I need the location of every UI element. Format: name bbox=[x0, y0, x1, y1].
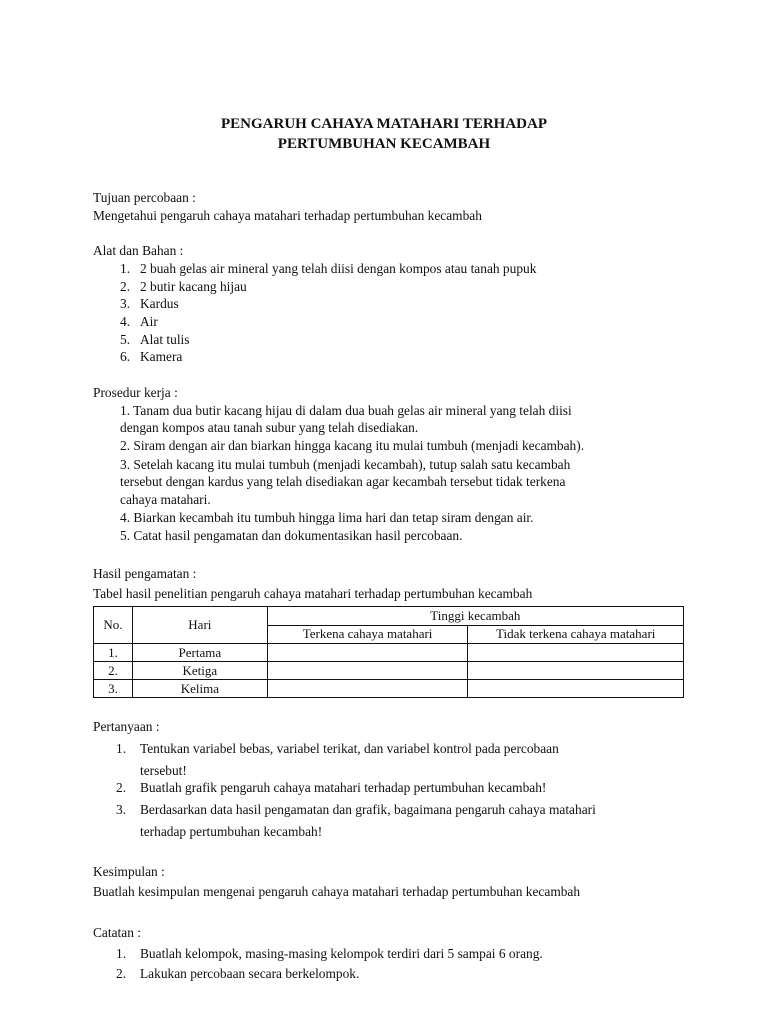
cell-tidak-terkena bbox=[468, 644, 684, 662]
list-item: 2 buah gelas air mineral yang telah diisi dengan kompos atau tanah pupuk bbox=[140, 261, 537, 276]
document-title-line1: PENGARUH CAHAYA MATAHARI TERHADAP bbox=[220, 116, 547, 132]
cell-terkena bbox=[267, 680, 468, 698]
table-row bbox=[94, 644, 684, 662]
list-item: Alat tulis bbox=[140, 332, 190, 347]
results-table bbox=[93, 606, 684, 698]
header-no: No. bbox=[94, 607, 133, 644]
table-row bbox=[94, 680, 684, 698]
header-tinggi: Tinggi kecambah bbox=[267, 607, 683, 626]
list-item-number: 1. bbox=[116, 946, 127, 961]
catatan-heading: Catatan : bbox=[93, 925, 141, 940]
cell-no: 2. bbox=[94, 662, 133, 680]
list-item-number: 4. bbox=[120, 314, 131, 329]
list-item-number: 5. bbox=[120, 332, 131, 347]
list-item: Kamera bbox=[140, 349, 183, 364]
cell-no: 1. bbox=[94, 644, 133, 662]
list-item-continuation: terhadap pertumbuhan kecambah! bbox=[140, 824, 323, 839]
list-item-number: 1. bbox=[120, 261, 131, 276]
table-caption: Tabel hasil penelitian pengaruh cahaya matahari terhadap pertumbuhan kecambah bbox=[93, 586, 533, 601]
prosedur-line: 2. Siram dengan air dan biarkan hingga kacang itu mulai tumbuh (menjadi kecambah). bbox=[120, 438, 585, 453]
kesimpulan-text: Buatlah kesimpulan mengenai pengaruh cahaya matahari terhadap pertumbuhan kecambah bbox=[93, 884, 581, 899]
list-item-number: 1. bbox=[116, 741, 127, 756]
cell-hari: Ketiga bbox=[132, 662, 267, 680]
cell-no: 3. bbox=[94, 680, 133, 698]
list-item: Air bbox=[140, 314, 158, 329]
cell-terkena bbox=[267, 644, 468, 662]
list-item-number: 3. bbox=[120, 296, 131, 311]
list-item: Buatlah grafik pengaruh cahaya matahari terhadap pertumbuhan kecambah! bbox=[140, 780, 547, 795]
hasil-heading: Hasil pengamatan : bbox=[93, 566, 197, 581]
cell-hari: Kelima bbox=[132, 680, 267, 698]
prosedur-line: 4. Biarkan kecambah itu tumbuh hingga lima hari dan tetap siram dengan air. bbox=[120, 510, 534, 525]
kesimpulan-heading: Kesimpulan : bbox=[93, 864, 165, 879]
cell-tidak-terkena bbox=[468, 680, 684, 698]
list-item-number: 3. bbox=[116, 802, 127, 817]
cell-tidak-terkena bbox=[468, 662, 684, 680]
list-item-number: 2. bbox=[116, 780, 127, 795]
prosedur-line: 1. Tanam dua butir kacang hijau di dalam dua buah gelas air mineral yang telah diisi bbox=[120, 403, 572, 418]
header-hari: Hari bbox=[132, 607, 267, 644]
list-item-continuation: tersebut! bbox=[140, 763, 187, 778]
prosedur-heading: Prosedur kerja : bbox=[93, 385, 178, 400]
alat-heading: Alat dan Bahan : bbox=[93, 243, 184, 258]
prosedur-line: cahaya matahari. bbox=[120, 492, 211, 507]
prosedur-line: 3. Setelah kacang itu mulai tumbuh (menjadi kecambah), tutup salah satu kecambah bbox=[120, 457, 571, 472]
prosedur-line: 5. Catat hasil pengamatan dan dokumentasikan hasil percobaan. bbox=[120, 528, 463, 543]
document-title-line2: PERTUMBUHAN KECAMBAH bbox=[277, 136, 491, 152]
prosedur-line: dengan kompos atau tanah subur yang telah disediakan. bbox=[120, 420, 419, 435]
list-item: Berdasarkan data hasil pengamatan dan grafik, bagaimana pengaruh cahaya matahari bbox=[140, 802, 596, 817]
list-item: Buatlah kelompok, masing-masing kelompok terdiri dari 5 sampai 6 orang. bbox=[140, 946, 543, 961]
cell-terkena bbox=[267, 662, 468, 680]
pertanyaan-heading: Pertanyaan : bbox=[93, 719, 160, 734]
list-item-number: 2. bbox=[120, 279, 131, 294]
table-row bbox=[94, 662, 684, 680]
list-item-number: 2. bbox=[116, 966, 127, 981]
tujuan-heading: Tujuan percobaan : bbox=[93, 190, 196, 205]
header-tidak-terkena: Tidak terkena cahaya matahari bbox=[468, 625, 684, 644]
list-item: Tentukan variabel bebas, variabel terikat, dan variabel kontrol pada percobaan bbox=[140, 741, 559, 756]
tujuan-text: Mengetahui pengaruh cahaya matahari terhadap pertumbuhan kecambah bbox=[93, 208, 482, 223]
header-terkena: Terkena cahaya matahari bbox=[267, 625, 468, 644]
list-item: 2 butir kacang hijau bbox=[140, 279, 247, 294]
list-item: Kardus bbox=[140, 296, 179, 311]
cell-hari: Pertama bbox=[132, 644, 267, 662]
list-item-number: 6. bbox=[120, 349, 131, 364]
prosedur-line: tersebut dengan kardus yang telah disediakan agar kecambah tersebut tidak terkena bbox=[120, 474, 566, 489]
list-item: Lakukan percobaan secara berkelompok. bbox=[140, 966, 360, 981]
